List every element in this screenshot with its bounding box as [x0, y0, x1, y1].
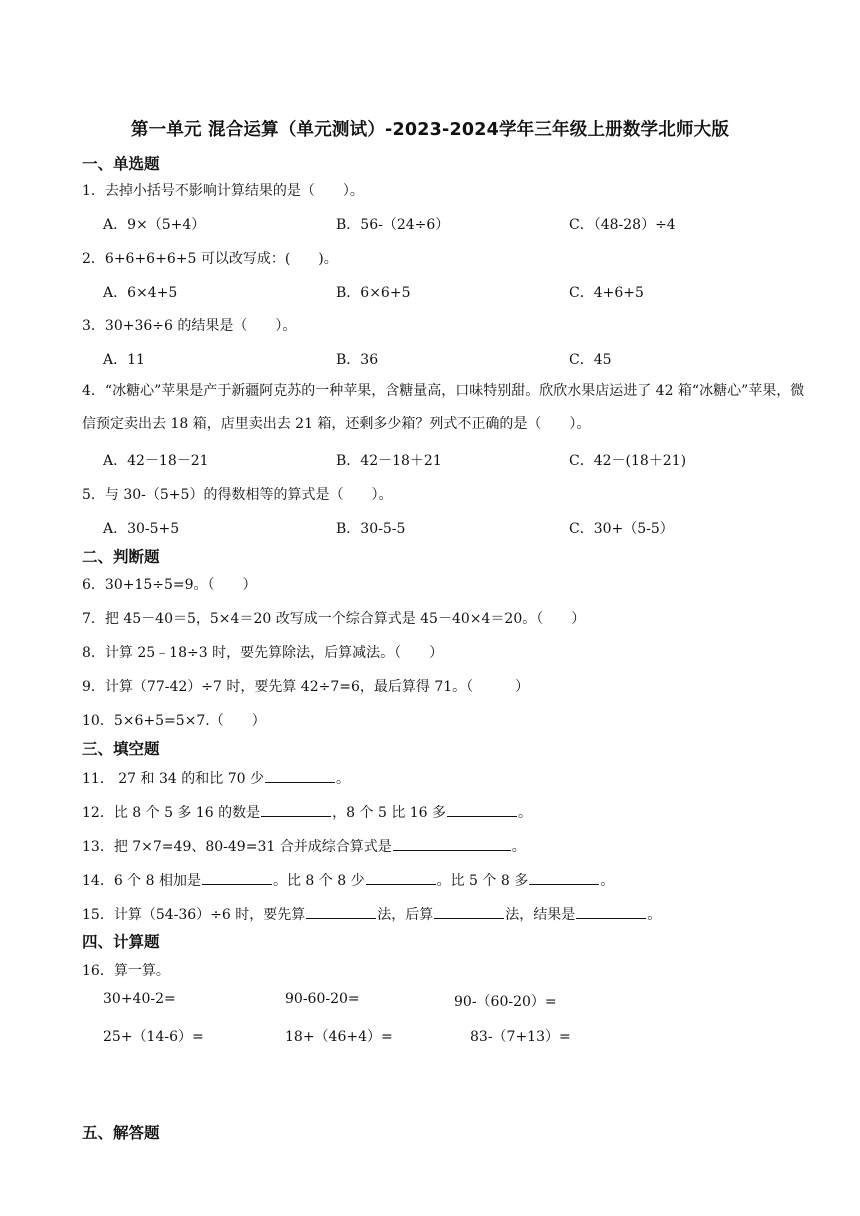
answer-blank[interactable]: [202, 869, 272, 885]
question-8: 8．计算 25﹣18÷3 时，要先算除法，后算减法。（ ）: [82, 645, 444, 661]
question-9: 9．计算（77-42）÷7 时，要先算 42÷7=6，最后算得 71。（ ）: [82, 679, 530, 695]
calc-expression: 18+（46+4）=: [285, 1029, 393, 1045]
question-15-text-3: 法，结果是: [505, 907, 576, 923]
answer-blank[interactable]: [576, 903, 646, 919]
answer-blank[interactable]: [434, 903, 504, 919]
question-5-option-c: C．30+（5-5）: [569, 521, 674, 537]
question-1-option-a: A．9×（5+4）: [103, 217, 206, 233]
question-1-option-c: C．（48-28）÷4: [569, 217, 676, 233]
question-10: 10．5×6+5=5×7.（ ）: [82, 713, 266, 729]
question-4-option-c: C．42－(18＋21): [569, 453, 687, 469]
question-13-end: 。: [511, 839, 526, 855]
question-7: 7．把 45－40＝5，5×4＝20 改写成一个综合算式是 45－40×4＝20。（ ）: [82, 611, 586, 627]
calc-expression: 25+（14-6）=: [103, 1029, 204, 1045]
answer-blank[interactable]: [447, 801, 517, 817]
question-3-stem: 3．30+36÷6 的结果是（ ）。: [82, 318, 297, 334]
section-heading-true-false: 二、判断题: [82, 548, 160, 566]
question-15-text: 15．计算（54-36）÷6 时，要先算: [82, 907, 306, 923]
question-15-end: 。: [647, 907, 662, 923]
question-5-option-a: A．30-5+5: [103, 521, 180, 537]
question-5-option-b: B．30-5-5: [336, 521, 406, 537]
question-3-option-c: C．45: [569, 352, 612, 368]
section-heading-fill-in: 三、填空题: [82, 740, 160, 758]
question-14-text-3: 。比 5 个 8 多: [436, 873, 529, 889]
answer-blank[interactable]: [306, 903, 376, 919]
question-2-stem: 2．6+6+6+6+5 可以改写成：( )。: [82, 251, 338, 267]
answer-blank[interactable]: [529, 869, 599, 885]
calc-expression: 30+40-2=: [103, 991, 176, 1007]
question-2-option-b: B．6×6+5: [336, 285, 411, 301]
question-6: 6．30+15÷5=9。（ ）: [82, 577, 257, 593]
question-4-option-b: B．42－18＋21: [336, 453, 442, 469]
question-12: [82, 801, 532, 822]
question-3-option-b: B．36: [336, 352, 379, 368]
answer-blank[interactable]: [265, 767, 335, 783]
answer-blank[interactable]: [366, 869, 436, 885]
question-2-option-c: C．4+6+5: [569, 285, 644, 301]
question-14-end: 。: [600, 873, 615, 889]
question-14: [82, 869, 614, 890]
question-11: [82, 767, 350, 788]
calc-expression: 90-60-20=: [285, 991, 360, 1007]
question-5-stem: 5．与 30-（5+5）的得数相等的算式是（ ）。: [82, 487, 393, 503]
question-13-text: 13．把 7×7=49、80-49=31 合并成综合算式是: [82, 839, 392, 855]
question-12-text-2: ，8 个 5 比 16 多: [332, 805, 447, 821]
question-4-option-a: A．42－18－21: [103, 453, 209, 469]
question-15-text-2: 法，后算: [377, 907, 434, 923]
question-12-text: 12．比 8 个 5 多 16 的数是: [82, 805, 261, 821]
section-heading-calculation: 四、计算题: [82, 933, 160, 951]
question-14-text-2: 。比 8 个 8 少: [272, 873, 365, 889]
question-1-stem: 1．去掉小括号不影响计算结果的是（ ）。: [82, 183, 364, 199]
section-heading-word-problems: 五、解答题: [82, 1124, 160, 1142]
question-16-stem: 16．算一算。: [82, 963, 170, 979]
page-title: 第一单元 混合运算（单元测试）-2023-2024学年三年级上册数学北师大版: [130, 120, 730, 140]
question-2-option-a: A．6×4+5: [103, 285, 178, 301]
question-14-text: 14．6 个 8 相加是: [82, 873, 201, 889]
question-11-text: 11． 27 和 34 的和比 70 少: [82, 771, 264, 787]
question-3-option-a: A．11: [103, 352, 145, 368]
calc-expression: 83-（7+13）=: [470, 1029, 571, 1045]
question-15: [82, 903, 661, 924]
question-1-option-b: B．56-（24÷6）: [336, 217, 450, 233]
question-11-end: 。: [335, 771, 350, 787]
calc-expression: 90-（60-20）=: [454, 994, 557, 1010]
question-13: [82, 835, 526, 856]
section-heading-single-choice: 一、单选题: [82, 155, 160, 173]
question-4-stem: 4．“冰糖心”苹果是产于新疆阿克苏的一种苹果，含糖量高，口味特别甜。欣欣水果店运进了 42 箱“冰糖心”苹果，微信预定卖出去 18 箱，店里卖出去 21 箱，还剩多少箱？列式不正确的是（ ）。: [82, 383, 805, 432]
answer-blank[interactable]: [393, 835, 511, 851]
answer-blank[interactable]: [261, 801, 331, 817]
question-12-end: 。: [518, 805, 533, 821]
